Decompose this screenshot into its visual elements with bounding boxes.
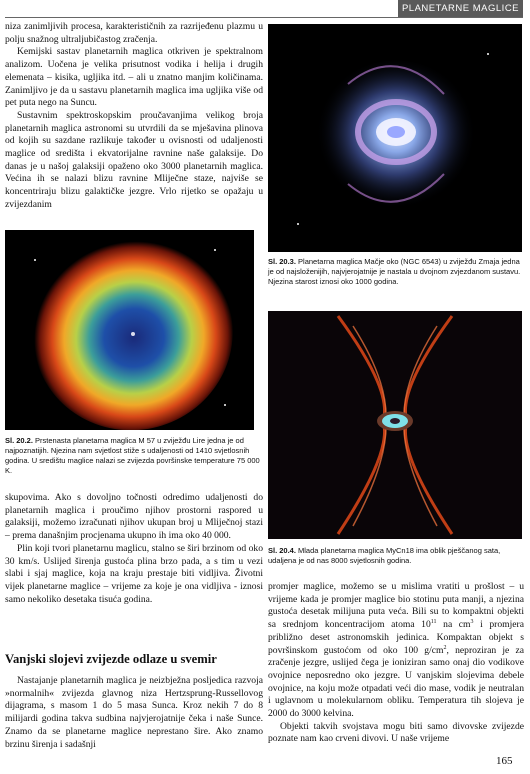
cats-eye-nebula-image bbox=[268, 24, 522, 252]
paragraph: Plin koji tvori planetarnu maglicu, stalno se širi brzinom od oko 30 km/s. Uslijed širenja gustoća plina brzo pada, a s tim u vezi slabi i sjaj maglice, koja na kraju prestaje biti vidljiva. Životni vijek planetarne maglice – vrijeme za koje je ona vidljiva - iznosi samo nekoliko desetaka tisuća godina. bbox=[5, 542, 263, 605]
ring-nebula-image bbox=[5, 230, 254, 430]
running-header bbox=[0, 0, 530, 18]
right-column-text bbox=[268, 581, 524, 746]
paragraph: Sustavnim spektroskopskim proučavanjima velikog broja planetarnih maglica astronomi su utvrdili da se mješavina plinova od kojih su sazdane razlikuje također u ovisnosti od udaljenosti maglice od središta i ekvatorijalne ravnine naše galaksije. Do danas je u našoj galaksiji opaženo oko 3000 planetarnih maglica. Većina ih se nalazi blizu ravnine Mliječne staze, najviše se koncentriraju blizu galaktičke jezgre. Vrlo rijetko se opažaju u zvijezdanim bbox=[5, 109, 263, 210]
hourglass-nebula-image bbox=[268, 311, 522, 539]
page-number: 165 bbox=[496, 755, 513, 767]
paragraph: niza zanimljivih procesa, karakterističnih za razrijeđenu plazmu u polju snažnog ultraljubičastog zračenja. bbox=[5, 21, 263, 45]
paragraph: promjer maglice, možemo se u mislima vratiti u prošlost – u vrijeme kada je promjer maglice bio stotinu puta manji, a njezina gustoća desetak milijuna puta veća. Bili su to kompaktni objekti sa srednjom koncentracijom atoma $10^{11}$ na $cm^3$ i promjera približno deset astronomskih jedinica. Kompaktan objekt s površinskom gustoćom od oko 100 $g/cm^2$, neproziran je za zračenje jezgre, uslijed čega je ioniziran samo onaj dio vodikove ovojnice neposredno oko jezgre. U vanjskim slojevima debele ovojnice, na koju može otpadati veći dio mase, vodik je neutralan i uglavnom u molekularnom obliku. Temperatura tih slojeva je 2000 do 3000 kelvina. bbox=[268, 581, 525, 720]
section-title: Vanjski slojevi zvijezde odlaze u svemir bbox=[5, 652, 217, 666]
left-column-top-text bbox=[5, 21, 263, 212]
paragraph: Nastajanje planetarnih maglica je neizbježna posljedica razvoja »normalnih« zvijezda glavnog niza Hertzsprung-Russellovog dijagrama, s masom 1 do 5 masa Sunca. Kroz nekih 7 do 8 milijardi godina takva sudbina najvjerojatnije čeka i naše Sunce. Znamo da se planetarne maglice neprestano šire. Ako znamo brzinu širenja i sadašnji bbox=[5, 675, 263, 750]
header-rule bbox=[5, 17, 523, 18]
left-column-bottom-text bbox=[5, 675, 263, 751]
header-title: PLANETARNE MAGLICE bbox=[398, 0, 523, 17]
left-column-mid-text bbox=[5, 492, 263, 606]
figure-20-4-caption: Sl. 20.4. Mlada planetarna maglica MyCn18 ima oblik pješčanog sata, udaljena je od nas 8000 svjetlosnih godina. bbox=[268, 546, 501, 565]
figure-20-3-caption: Sl. 20.3. Planetarna maglica Mačje oko (NGC 6543) u zviježđu Zmaja jedna je od najsloženijih, najvjerojatnije je nastala u dvojnom zvjezdanom sustavu. Njezina starost iznosi oko 1000 godina. bbox=[268, 257, 521, 286]
paragraph: Kemijski sastav planetarnih maglica otkriven je spektralnom analizom. Uočena je velika prisutnost vodika i helija i drugih elemenata – kisika, ugljika itd. – ali u znatno manjim količinama. Zanimljivo je da u sastavu planetarnih maglica ima ugljika više od pet puta nego na Suncu. bbox=[5, 46, 263, 109]
figure-20-2-caption: Sl. 20.2. Prstenasta planetarna maglica M 57 u zviježđu Lire jedna je od najpoznatijih. Njezina nam svjetlost stiže s udaljenosti od 1410 svjetlosnih godina. U središtu maglice nalazi se zvijezda površinske temperature 75 000 K. bbox=[5, 436, 260, 475]
paragraph: skupovima. Ako s dovoljno točnosti odredimo udaljenosti do planetarnih maglica i proučimo njihov prostorni raspored u galaksiji, možemo izračunati njihov ukupan broj u Mliječnoj stazi – prema današnjim procjenama ukupno ih ima oko 40 000. bbox=[5, 492, 263, 542]
paragraph: Objekti takvih svojstava mogu biti samo divovske zvijezde poznate nam kao crveni divovi. U naše vrijeme bbox=[268, 720, 524, 745]
